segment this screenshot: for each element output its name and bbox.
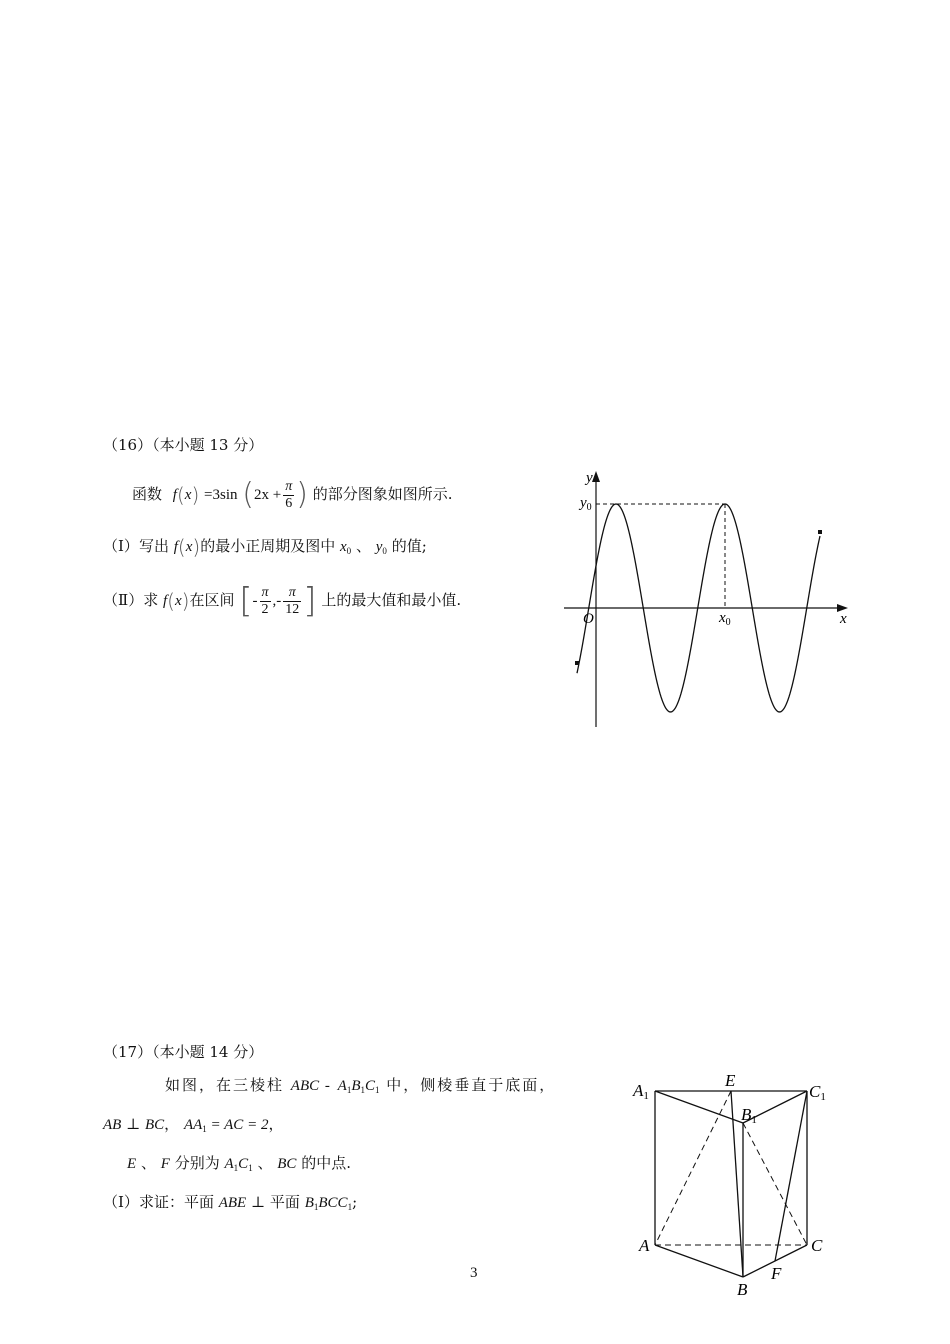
separator: 、 <box>140 1154 156 1172</box>
func-f: f <box>163 593 168 609</box>
part1-text-b: 的最小正周期及图中 <box>200 537 336 555</box>
plane-b1bcc1 <box>305 1195 352 1211</box>
label-a1 <box>632 1081 649 1102</box>
x0-label <box>718 610 731 628</box>
func-var: x <box>185 539 193 555</box>
sine-graph <box>560 465 860 740</box>
curve-endpoint-right <box>818 530 822 534</box>
x-axis-label: x <box>840 611 847 627</box>
c1-sub: 1 <box>375 1085 380 1095</box>
part1-b: 平面 <box>269 1193 300 1211</box>
part1-a: 求证：平面 <box>138 1193 214 1211</box>
func-var: x <box>174 593 182 609</box>
prism-abc: ABC <box>290 1078 320 1094</box>
separator: 、 <box>355 537 371 555</box>
func-var: x <box>184 487 192 503</box>
func-f: f <box>173 539 178 555</box>
q16-header: （16）（本小题 13 分） <box>103 436 264 454</box>
part1-end: 的值; <box>391 537 427 555</box>
point-f: F <box>160 1156 170 1172</box>
edge-a-b <box>655 1245 743 1277</box>
y-axis-arrow <box>592 471 600 482</box>
label-e: E <box>725 1071 736 1090</box>
part1-label: （Ⅰ） <box>103 1193 139 1211</box>
bcc-main: BCC <box>318 1195 348 1211</box>
arg-prefix: 2x + <box>254 487 282 503</box>
part2-end: 上的最大值和最小值. <box>321 591 462 609</box>
q17-header: （17）（本小题 14 分） <box>103 1043 264 1061</box>
label-b1-main: B <box>741 1105 752 1124</box>
plane-abe: ABE <box>218 1195 247 1211</box>
y0-sub: 0 <box>382 546 387 556</box>
q17-line1 <box>165 1075 556 1100</box>
seg-bc: BC <box>145 1117 165 1133</box>
prism-diagram <box>625 1065 840 1305</box>
part2-text-a: 求 <box>143 591 159 609</box>
func-f: f <box>172 487 177 503</box>
frac-num: π <box>261 584 269 600</box>
frac-num: π <box>285 478 293 494</box>
label-f: F <box>771 1264 782 1283</box>
pi-over-12 <box>283 585 301 618</box>
label-a1-main: A <box>633 1081 644 1100</box>
pi-over-6 <box>283 479 294 512</box>
part2-label: （Ⅱ） <box>103 591 144 609</box>
pi-over-2 <box>260 585 271 618</box>
eq-3sin: =3sin <box>204 487 238 503</box>
eq-ac: = AC = 2 <box>206 1117 269 1133</box>
perp-symbol: ⊥ <box>251 1195 266 1211</box>
b1-main: B <box>351 1078 361 1094</box>
x0-sub: 0 <box>346 546 352 556</box>
dash: - <box>319 1078 338 1094</box>
a1-sub: 1 <box>233 1163 239 1173</box>
part1-text-a: 写出 <box>138 537 169 555</box>
part1-label: （Ⅰ） <box>103 537 139 555</box>
frac-den: 2 <box>261 601 269 617</box>
a1-main: A <box>337 1078 347 1094</box>
y0-label <box>578 495 592 513</box>
seg-a1c1 <box>225 1156 253 1172</box>
seg-bc: BC <box>277 1156 297 1172</box>
x0-label-sub: 0 <box>725 617 731 628</box>
seg-ab: AB <box>103 1117 122 1133</box>
a1-sub: 1 <box>346 1085 352 1095</box>
b1-sub: 1 <box>313 1202 319 1212</box>
label-c1-main: C <box>809 1082 821 1101</box>
c1-main: C <box>238 1156 249 1172</box>
q17-part1 <box>103 1192 357 1217</box>
q17-line1-a: 如图，在三棱柱 <box>165 1076 285 1094</box>
q16-intro-suffix: 的部分图象如图所示. <box>312 485 453 503</box>
label-b: B <box>737 1280 748 1299</box>
q17-line3-b: 、 <box>257 1154 273 1172</box>
q16-intro: 函数 f(x) =3sin (2x + $\frac{\pi}{6}$ ) 的部分图象如图所示. <box>132 477 453 512</box>
q17-line3 <box>127 1153 351 1178</box>
minus: - <box>276 593 282 609</box>
q16-part2: （Ⅱ）求 f(x)在区间 [- $\frac{\pi}{2}$ ,- $\frac{\pi}{12}$ ] 上的最大值和最小值. <box>103 581 462 621</box>
y0-symbol: y <box>375 539 383 555</box>
aa1-sub: 1 <box>202 1124 207 1134</box>
q16-intro-prefix: 函数 <box>132 485 163 503</box>
label-c1-sub: 1 <box>820 1091 826 1103</box>
x0-label-main: x <box>719 610 726 626</box>
c1-sub: 1 <box>248 1163 253 1173</box>
q17-line2 <box>103 1114 283 1139</box>
label-b1 <box>741 1105 757 1126</box>
b1-main: B <box>304 1195 314 1211</box>
a1-main: A <box>224 1156 234 1172</box>
page-number: 3 <box>470 1265 478 1281</box>
segment-c1-f <box>775 1091 807 1261</box>
c1-main: C <box>364 1078 375 1094</box>
point-e: E <box>127 1156 137 1172</box>
curve-endpoint-left <box>575 661 579 665</box>
eq-end: ， <box>268 1115 284 1133</box>
edge-a1-b1 <box>655 1091 743 1123</box>
comma: , <box>272 593 277 609</box>
dashed-e-a <box>655 1091 731 1245</box>
comma: ， <box>164 1115 180 1133</box>
y0-label-sub: 0 <box>586 502 592 513</box>
b1-sub: 1 <box>360 1085 365 1095</box>
y0-label-main: y <box>580 495 587 511</box>
q17-line1-b: 中，侧棱垂直于底面， <box>386 1076 557 1094</box>
label-c: C <box>811 1236 823 1255</box>
semicolon: ; <box>352 1193 358 1211</box>
q17-line3-a: 分别为 <box>174 1154 220 1172</box>
q16-part1: （Ⅰ）写出 f(x)的最小正周期及图中 $x_0$ 、 $y_0$ 的值; <box>103 535 427 559</box>
origin-label: O <box>583 611 594 627</box>
c1-sub: 1 <box>347 1202 353 1212</box>
frac-den: 12 <box>285 601 300 617</box>
label-b1-sub: 1 <box>751 1114 757 1126</box>
perp-symbol: ⊥ <box>126 1117 141 1133</box>
seg-aa1: AA <box>183 1117 203 1133</box>
frac-den: 6 <box>285 495 293 511</box>
x0-symbol: x <box>340 539 347 555</box>
frac-num: π <box>283 585 301 602</box>
y-axis-label: y <box>586 470 593 486</box>
part2-text-b: 在区间 <box>189 591 235 609</box>
label-a: A <box>639 1236 650 1255</box>
minus: - <box>252 593 258 609</box>
label-a1-sub: 1 <box>643 1090 649 1102</box>
label-c1 <box>809 1082 826 1103</box>
q17-line3-c: 的中点. <box>301 1154 351 1172</box>
